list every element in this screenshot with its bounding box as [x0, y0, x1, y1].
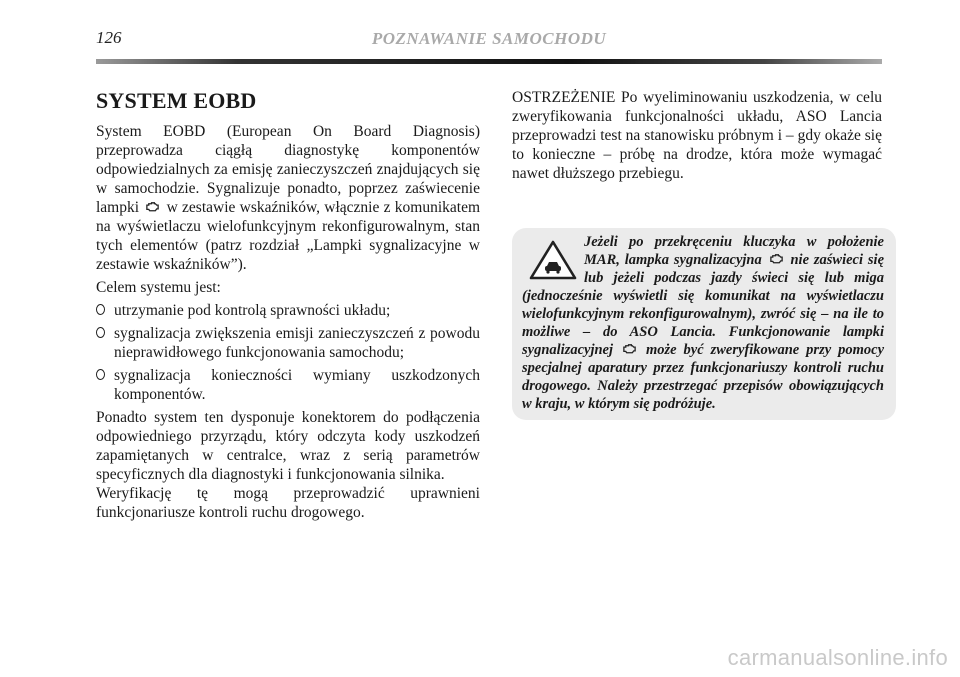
right-column: [512, 88, 882, 187]
bullet-circle-icon: [96, 304, 105, 315]
aim-list: [96, 301, 480, 404]
aim-label: Celem systemu jest:: [96, 279, 221, 296]
list-item: sygnalizacja konieczności wymiany uszkodzonych komponentów.: [96, 366, 480, 404]
page-title: SYSTEM EOBD: [96, 88, 257, 113]
warning-text-3: może być zweryfikowane przy pomocy specjalnej aparatury przez funkcjonariuszy kontroli ruchu drogowego. Należy przestrzegać przepisów obowiązujących w kraju, w którym się podróżuje.: [522, 342, 885, 412]
intro-text-2: w zestawie wskaźników, włącznie z komunikatem na wyświetlaczu wielofunkcyjnym rekonfigurowalnym, stan tych elementów (patrz rozdział „Lampki sygnalizacyjne w zestawie wskaźników”).: [96, 199, 481, 273]
connector-paragraph: Ponadto system ten dysponuje konektorem do podłączenia odpowiedniego przyrządu, który odczyta kody uszkodzeń zapamiętanych w centralce, wraz z serią parametrów specyficznych dla diagnostyki i funkcjonowania silnika.: [96, 409, 480, 483]
verification-paragraph: Weryfikację tę mogą przeprowadzić uprawnieni funkcjonariusze kontroli ruchu drogowego.: [96, 485, 480, 521]
header-rule: [96, 59, 882, 64]
warning-box-text: [522, 233, 884, 413]
list-item: sygnalizacja zwiększenia emisji zanieczyszczeń z powodu nieprawidłowego funkcjonowania samochodu;: [96, 324, 480, 362]
engine-check-icon: [622, 343, 637, 355]
warning-box: [512, 228, 896, 420]
bullet-circle-icon: [96, 369, 105, 380]
watermark: carmanualsonline.info: [727, 645, 948, 670]
intro-paragraph: [96, 122, 480, 274]
warning-paragraph: OSTRZEŻENIE Po wyeliminowaniu uszkodzenia, w celu zweryfikowania funkcjonalności układu, ASO Lancia przeprowadzi test na stanowisku próbnym i – gdy okaże się to konieczne – próbę na drodze, która może wymagać nawet dłuższego przebiegu.: [512, 89, 882, 182]
left-column: [96, 88, 480, 526]
warning-triangle-icon: [528, 239, 578, 281]
warning-text-1: Jeżeli po przekręceniu kluczyka w położenie MAR, lampka sygnalizacyjna: [584, 234, 884, 268]
page-header: [96, 28, 882, 54]
bullet-circle-icon: [96, 327, 105, 338]
engine-check-icon: [769, 253, 784, 265]
page-number: 126: [96, 28, 122, 47]
engine-check-icon: [145, 201, 160, 213]
intro-text-1: System EOBD (European On Board Diagnosis) przeprowadza ciągłą diagnostykę komponentów odpowiedzialnych za emisję zanieczyszczeń znajdujących się w samochodzie. Sygnalizuje ponadto, poprzez zaświecenie lampki: [96, 123, 480, 216]
warning-text-2: nie zaświeci się lub jeżeli podczas jazdy świeci się lub miga (jednocześnie wyświetli się komunikat na wyświetlaczu wielofunkcyjnym rekonfigurowalnym), zwróć się – na ile to możliwe – do ASO Lancia. Funkcjonowanie lampki sygnalizacyjnej: [522, 252, 885, 358]
list-item: utrzymanie pod kontrolą sprawności układu;: [96, 301, 480, 320]
section-title: POZNAWANIE SAMOCHODU: [371, 29, 607, 48]
